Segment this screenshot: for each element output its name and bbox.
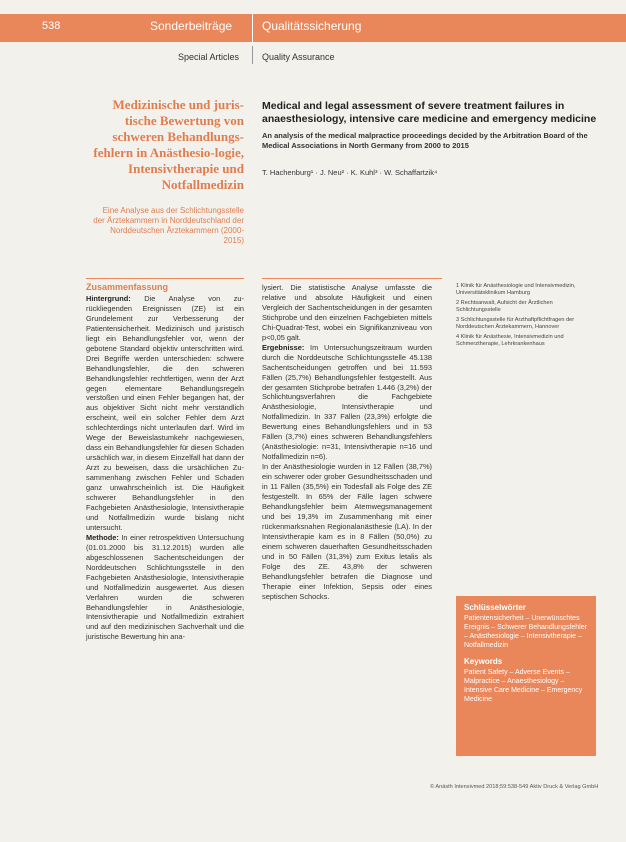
abstract-column-1 (86, 283, 244, 642)
header-bar (0, 14, 626, 42)
keywords-en-heading: Keywords (464, 657, 503, 666)
german-title: Medizinische und juris-tische Bewertung von schweren Behandlungs-fehlern in Anästhesio-logie, Intensivtherapie und Notfallmedizin (93, 97, 244, 192)
section-en: Qualitätssicherung (262, 19, 362, 33)
footnote: 1 Klinik für Anästhesiologie und Intensivmedizin, Universitätsklinikum Hamburg (456, 283, 576, 296)
header-divider (252, 14, 253, 42)
abstract-column-2 (262, 283, 432, 602)
footnote: 2 Rechtsanwalt, Aufsicht der Ärztlichen Schlichtungsstelle (456, 300, 553, 313)
english-subtitle: An analysis of the medical malpractice proceedings decided by the Arbitration Board of the Medical Associations in North Germany from 2000 to 2015 (262, 131, 588, 150)
footer-citation: © Anästh Intensivmed 2018;59:538-549 Aktiv Druck & Verlag GmbH (430, 784, 599, 790)
authors: T. Hachenburg¹ · J. Neu² · K. Kuhl³ · W. Schaffartzik⁴ (262, 168, 438, 177)
sub-section-right: Quality Assurance (262, 52, 335, 62)
section-de: Sonderbeiträge (150, 19, 233, 33)
keywords-box (456, 596, 596, 756)
method-text: In einer retrospektiven Untersuchung (01.01.2000 bis 31.12.2015) wurden alle abgeschlossenen Sachentscheidungen der Norddeutschen Schlichtungsstelle in den Fachgebieten Anästhesiologie, Intensivtherapie und Notfallmedizin ausgewertet. Aus diesen Verfahren wurden die schweren Behandlungsfehler in Anästhesiologie, Intensivtherapie und Notfallmedizin extrahiert und auf den medizinischen Sachverhalt und die juristische Bewertung hin ana- (86, 532, 244, 642)
page-number: 538 (42, 20, 61, 32)
sub-divider (252, 46, 253, 64)
german-subtitle: Eine Analyse aus der Schlichtungsstelle der Ärztekammern in Norddeutschland der Norddeutschen Ärztekammern (2000-2015) (93, 206, 244, 245)
analysis-text: lysiert. Die statistische Analyse umfasste die relative und absolute Häufigkeit und einen Vergleich der Sachentscheidungen in der gesamten Stichprobe und den einzelnen Fachgebieten mittels Chi-Quadrat-Test, wobei ein Signifikanzniveau von p<0,05 galt. (262, 283, 432, 342)
abstract-heading: Zusammenfassung (86, 282, 169, 292)
results-text: Im Untersuchungszeitraum wurden durch die Norddeutsche Schlichtungsstelle 45.138 Sachentscheidungen getroffen und bei 11.593 Fällen (25,7%) Behandlungsfehler festgestellt. Aus der gesamten Stichprobe betrafen 1.446 (3,2%) der Schlichtungsverfahren die Fachgebiete Anästhesiologie, Intensivtherapie und Notfallmedizin. In 337 Fällen (23,3%) erfolgte die Bewertung eines Behandlungsfehlers und in 53 Fällen (3,7%) eines schweren Behandlungsfehlers (Anästhesiologie: n=31, Intensivtherapie n=16 und Notfallmedizin n=6). (262, 342, 432, 462)
background-text: Die Analyse von zu-rückliegenden Ereignissen (ZE) ist ein Grundelement zur Verbesserung der Patientensicherheit. Medizinisch und juristisch liegt ein Behandlungsfehler vor, wenn der gebotene Standard objektiv unterschritten wird. Drei Begriffe werden unterschieden: schwere Behandlungsfehler, die den schweren Behandlungsfehler rechtfertigen, wenn der Arzt gegen elementare Behandlungsregeln verstoßen und einen Fehler begangen hat, der aus objektiver Sicht nicht mehr verständlich erscheint, weil ein solcher Fehler dem Arzt schlechterdings nicht unterlaufen darf. Wird im Wege der Beweislastumkehr nachgewiesen, dass ein Behandlungsfehler für diesen Schaden ursächlich war, in diesem Einzelfall hat dann der Arzt zu beweisen, dass die ursächlichen Zu-sammenhang zwischen Fehler und Schaden ganz unwahrscheinlich ist. Die Häufigkeit schwerer Behandlungsfehler in den Fachgebieten Anästhesiologie, Intensivtherapie und Notfallmedizin wurde bislang nicht untersucht. (86, 293, 244, 532)
method-label: Methode: (86, 532, 119, 542)
footnote: 4 Klinik für Anästhesie, Intensivmedizin und Schmerztherapie, Lehrkrankenhaus (456, 334, 564, 347)
rule-right (262, 278, 442, 279)
sub-section-left: Special Articles (178, 52, 240, 62)
footnote: 3 Schlichtungsstelle für Arzthaftpflichtfragen der Norddeutschen Ärztekammern, Hannover (456, 317, 575, 330)
english-title: Medical and legal assessment of severe treatment failures in anaesthesiology, intensive care medicine and emergency medicine (262, 100, 597, 125)
keywords-de-heading: Schlüsselwörter (464, 603, 526, 612)
keywords-en-text: Patient Safety – Adverse Events – Malpractice – Anaesthesiology – Intensive Care Medicine – Emergency Medicine (464, 669, 583, 703)
background-label: Hintergrund: (86, 293, 131, 303)
footnotes (456, 283, 596, 351)
results-detail-text: In der Anästhesiologie wurden in 12 Fällen (38,7%) ein schwerer oder grober Gesundheitsschaden und in 11 Fällen (35,5%) ein Todesfall als Folge des ZE festgestellt. In 65% der Fälle lagen schwere Behandlungsfehler beim Atemwegsmanagement und bei 19,3% im Zusammenhang mit einer rückenmarksnahen Regionalanästhesie (LA). In der Intensivtherapie kam es in 8 Fällen (50,0%) zu einem schweren dauerhaften Gesundheitsschaden und in 50 Fällen (31,3%) zum Exitus letalis als Folge des ZE. 43,8% der schweren Behandlungsfehler betrafen die Diagnose und Therapie einer Infektion, Sepsis oder eines septischen Schocks. (262, 462, 432, 601)
rule-left (86, 278, 244, 279)
results-label: Ergebnisse: (262, 342, 305, 352)
keywords-de-text: Patientensicherheit – Unerwünschtes Ereignis – Schwerer Behandlungsfehler – Anästhesiologie – Intensivtherapie – Notfallmedizin (464, 615, 587, 649)
